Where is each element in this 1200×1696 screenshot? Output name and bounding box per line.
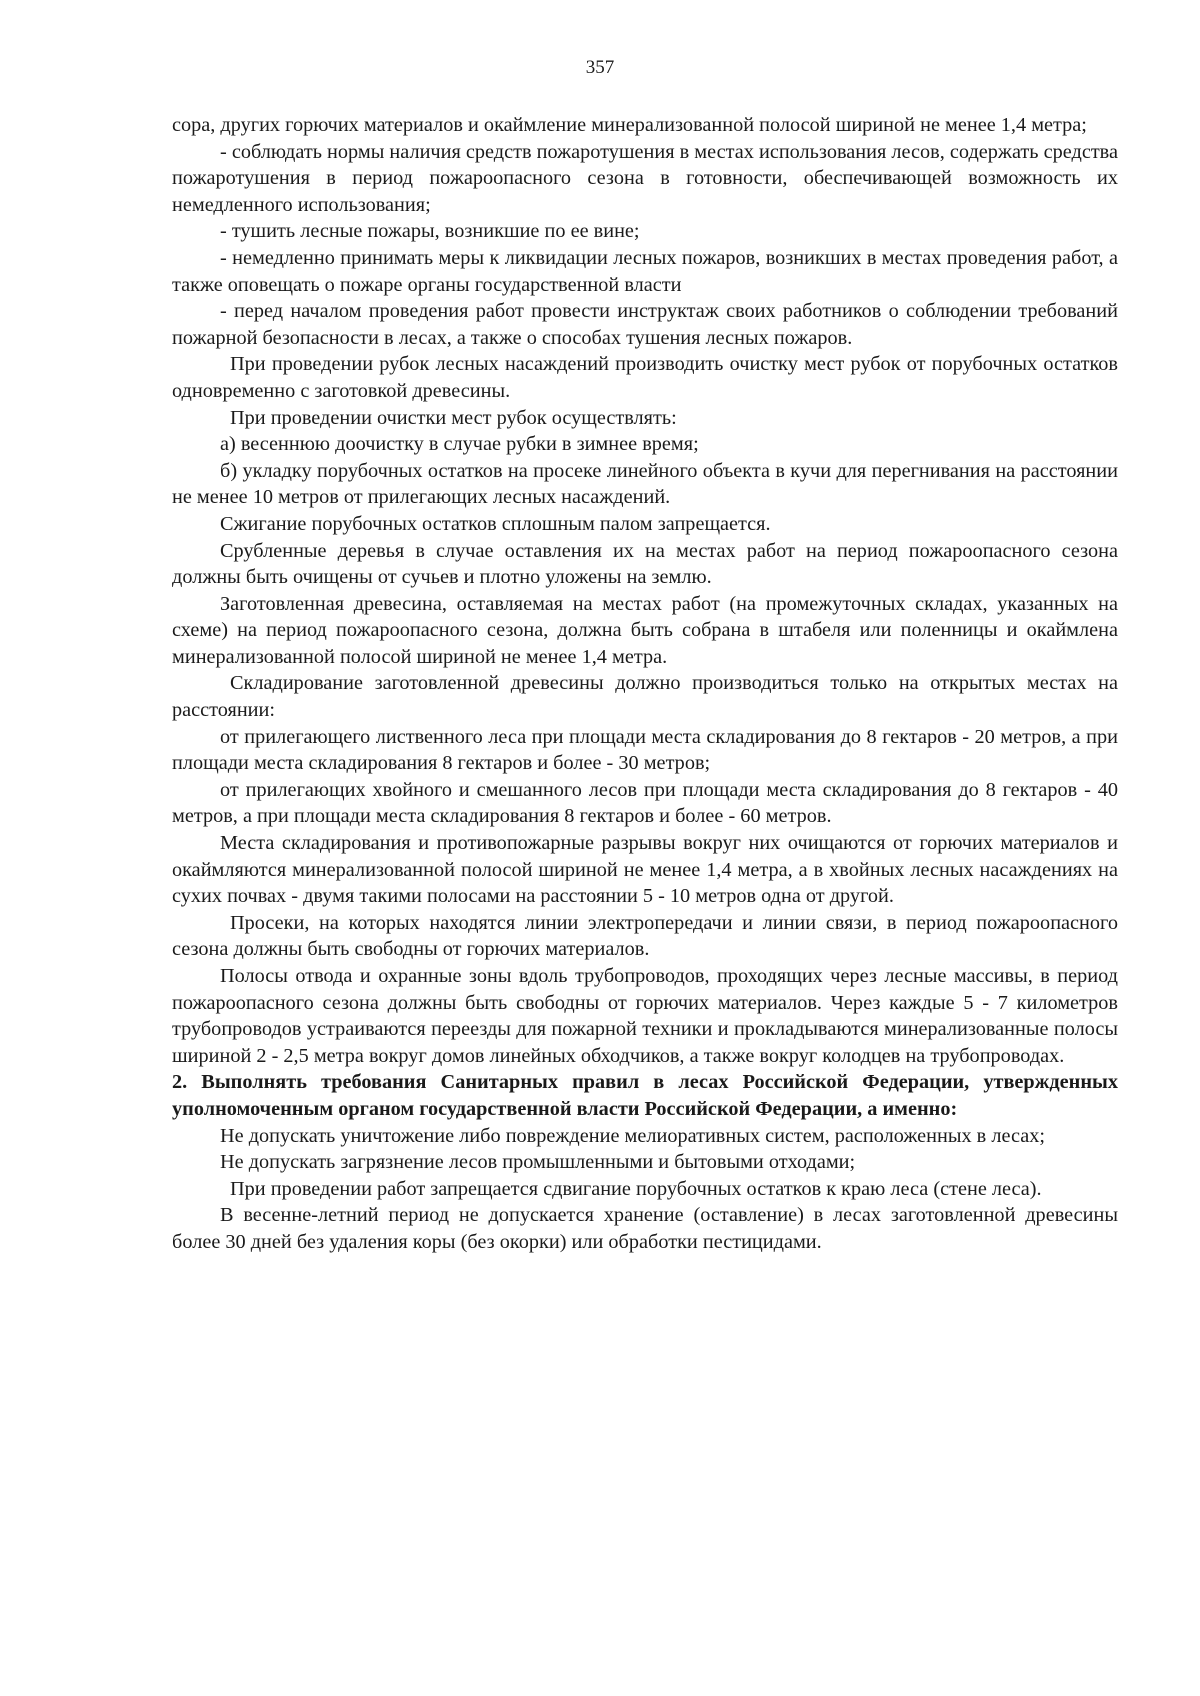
list-item: а) весеннюю доочистку в случае рубки в зимнее время; bbox=[220, 433, 699, 456]
paragraph: Сжигание порубочных остатков сплошным палом запрещается. bbox=[220, 512, 771, 535]
paragraph: Не допускать загрязнение лесов промышленными и бытовыми отходами; bbox=[220, 1151, 856, 1174]
paragraph: - тушить лесные пожары, возникшие по ее вине; bbox=[220, 220, 640, 243]
paragraph: сора, других горючих материалов и окаймление минерализованной полосой шириной не менее 1,4 метра; bbox=[172, 114, 1087, 136]
paragraph: - соблюдать нормы наличия средств пожаротушения в местах использования лесов, содержать средства пожаротушения в период пожароопасного сезона в готовности, обеспечивающей возможность их немедленного использования; bbox=[172, 140, 1118, 216]
paragraph: Складирование заготовленной древесины должно производиться только на открытых местах на расстоянии: bbox=[172, 672, 1118, 722]
paragraph: от прилегающих хвойного и смешанного лесов при площади места складирования до 8 гектаров - 40 метров, а при площади места складирования 8 гектаров и более - 60 метров. bbox=[172, 778, 1118, 828]
paragraph: от прилегающего лиственного леса при площади места складирования до 8 гектаров - 20 метров, а при площади места складирования 8 гектаров и более - 30 метров; bbox=[172, 725, 1118, 775]
paragraph: - перед началом проведения работ провести инструктаж своих работников о соблюдении требований пожарной безопасности в лесах, а также о способах тушения лесных пожаров. bbox=[172, 300, 1118, 349]
paragraph: - немедленно принимать меры к ликвидации лесных пожаров, возникших в местах проведения работ, а также оповещать о пожаре органы государственной власти bbox=[172, 246, 1118, 296]
paragraph: Срубленные деревья в случае оставления их на местах работ на период пожароопасного сезона должны быть очищены от сучьев и плотно уложены на землю. bbox=[172, 539, 1118, 589]
paragraph: Заготовленная древесина, оставляемая на местах работ (на промежуточных складах, указанных на схеме) на период пожароопасного сезона, должна быть собрана в штабеля или поленницы и окаймлена минерализованной полосой шириной не менее 1,4 метра. bbox=[172, 592, 1118, 668]
paragraph: Места складирования и противопожарные разрывы вокруг них очищаются от горючих материалов и окаймляются минерализованной полосой шириной не менее 1,4 метра, а в хвойных лесных насаждениях на сухих почвах - двумя такими полосами на расстоянии 5 - 10 метров одна от другой. bbox=[172, 832, 1118, 908]
paragraph: Просеки, на которых находятся линии электропередачи и линии связи, в период пожароопасного сезона должны быть свободны от горючих материалов. bbox=[172, 911, 1118, 961]
paragraph: При проведении очистки мест рубок осуществлять: bbox=[230, 406, 677, 429]
paragraph: При проведении рубок лесных насаждений производить очистку мест рубок от порубочных остатков одновременно с заготовкой древесины. bbox=[172, 353, 1118, 402]
paragraph: Полосы отвода и охранные зоны вдоль трубопроводов, проходящих через лесные массивы, в период пожароопасного сезона должны быть свободны от горючих материалов. Через каждые 5 - 7 километров трубопроводов устраиваются переезды для пожарной техники и прокладываются минерализованные полосы шириной 2 - 2,5 метра вокруг домов линейных обходчиков, а также вокруг колодцев на трубопроводах. bbox=[172, 965, 1118, 1067]
section-heading: 2. Выполнять требования Санитарных правил в лесах Российской Федерации, утвержденных уполномоченным органом государственной власти Российской Федерации, а именно: bbox=[172, 1071, 1118, 1120]
list-item: б) укладку порубочных остатков на просеке линейного объекта в кучи для перегнивания на расстоянии не менее 10 метров от прилегающих лесных насаждений. bbox=[172, 459, 1118, 509]
document-body bbox=[172, 112, 1118, 1256]
paragraph: При проведении работ запрещается сдвигание порубочных остатков к краю леса (стене леса). bbox=[230, 1177, 1042, 1200]
page-number: 357 bbox=[585, 57, 615, 78]
paragraph: Не допускать уничтожение либо повреждение мелиоративных систем, расположенных в лесах; bbox=[220, 1124, 1045, 1147]
paragraph: В весенне-летний период не допускается хранение (оставление) в лесах заготовленной древесины более 30 дней без удаления коры (без окорки) или обработки пестицидами. bbox=[172, 1204, 1118, 1253]
